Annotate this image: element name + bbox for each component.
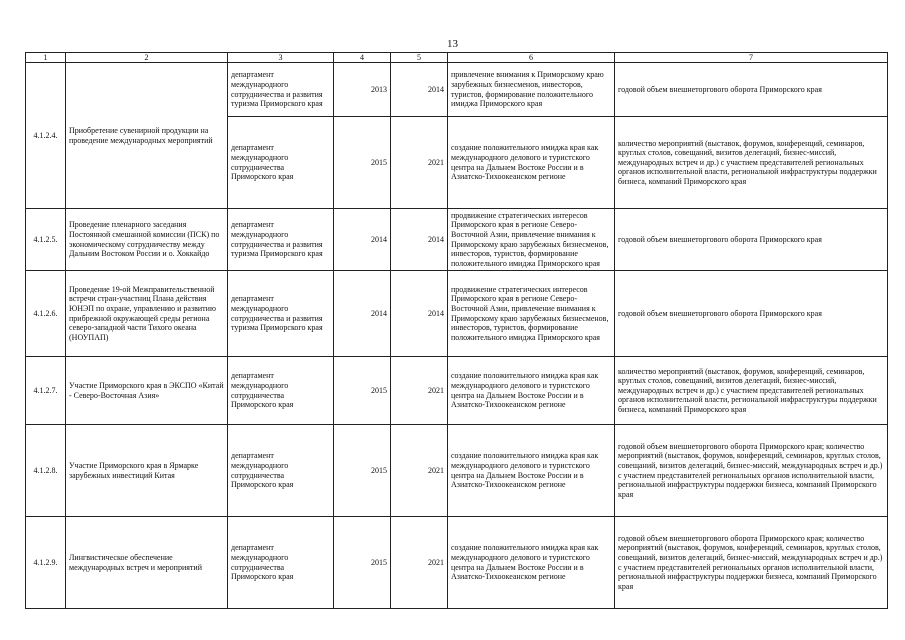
expected-result: привлечение внимания к Приморскому краю зарубежных бизнесменов, инвесторов, туристов, формирование положительного имиджа Приморского края — [448, 63, 615, 117]
page-number: 13 — [447, 38, 458, 50]
executor: департамент международного сотрудничества и развития туризма Приморского края — [228, 63, 334, 117]
indicator: годовой объем внешнеторгового оборота Приморского края — [615, 209, 888, 271]
activity-name: Проведение пленарного заседания Постоянной смешанной комиссии (ПСК) по экономическому сотрудничеству между Дальним Востоком России и о. Хоккайдо — [66, 209, 228, 271]
end-year: 2021 — [391, 357, 448, 425]
table-row — [26, 209, 888, 271]
column-number: 4 — [334, 53, 391, 63]
start-year: 2014 — [334, 271, 391, 357]
program-activities-table — [25, 52, 888, 609]
end-year: 2021 — [391, 117, 448, 209]
expected-result: продвижение стратегических интересов Приморского края в регионе Северо-Восточной Азии, привлечение внимания к Приморскому краю зарубежных бизнесменов, инвесторов, туристов, формирование положительного имиджа Приморского края — [448, 209, 615, 271]
end-year: 2014 — [391, 271, 448, 357]
expected-result: создание положительного имиджа края как международного делового и туристского центра на Дальнем Востоке России и в Азиатско-Тихоокеанском регионе — [448, 425, 615, 517]
end-year: 2014 — [391, 209, 448, 271]
activity-name: Участие Приморского края в ЭКСПО «Китай - Северо-Восточная Азия» — [66, 357, 228, 425]
column-number: 1 — [26, 53, 66, 63]
activity-code: 4.1.2.9. — [26, 517, 66, 609]
column-number: 5 — [391, 53, 448, 63]
executor: департамент международного сотрудничества и развития туризма Приморского края — [228, 271, 334, 357]
activity-name: Проведение 19-ой Межправительственной встречи стран-участниц Плана действия ЮНЭП по охране, управлению и развитию прибрежной окружающей среды региона северо-западной части Тихого океана (НОУПАП) — [66, 271, 228, 357]
start-year: 2015 — [334, 425, 391, 517]
executor: департамент международного сотрудничества Приморского края — [228, 117, 334, 209]
indicator: годовой объем внешнеторгового оборота Приморского края — [615, 63, 888, 117]
activity-name: Лингвистическое обеспечение международных встреч и мероприятий — [66, 517, 228, 609]
start-year: 2014 — [334, 209, 391, 271]
indicator: количество мероприятий (выставок, форумов, конференций, семинаров, круглых столов, совещаний, визитов делегаций, бизнес-миссий, международных встреч и др.) с участием представителей региональных органов исполнительной власти, региональной инфраструктуры поддержки бизнеса, компаний Приморского края — [615, 117, 888, 209]
activity-name: Приобретение сувенирной продукции на проведение международных мероприятий — [66, 63, 228, 209]
activity-code: 4.1.2.4. — [26, 63, 66, 209]
column-number: 7 — [615, 53, 888, 63]
table-row — [26, 517, 888, 609]
table-row — [26, 271, 888, 357]
expected-result: создание положительного имиджа края как международного делового и туристского центра на Дальнем Востоке России и в Азиатско-Тихоокеанском регионе — [448, 517, 615, 609]
executor: департамент международного сотрудничества Приморского края — [228, 357, 334, 425]
activity-code: 4.1.2.6. — [26, 271, 66, 357]
end-year: 2021 — [391, 425, 448, 517]
indicator: годовой объем внешнеторгового оборота Приморского края; количество мероприятий (выставок, форумов, конференций, семинаров, круглых столов, совещаний, визитов делегаций, бизнес-миссий, международных встреч и др.) с участием представителей региональных органов исполнительной власти, региональной инфраструктуры поддержки бизнеса, компаний Приморского края — [615, 425, 888, 517]
column-number: 2 — [66, 53, 228, 63]
expected-result: создание положительного имиджа края как международного делового и туристского центра на Дальнем Востоке России и в Азиатско-Тихоокеанском регионе — [448, 117, 615, 209]
table-row — [26, 357, 888, 425]
start-year: 2015 — [334, 117, 391, 209]
column-number: 6 — [448, 53, 615, 63]
activity-code: 4.1.2.7. — [26, 357, 66, 425]
executor: департамент международного сотрудничества и развития туризма Приморского края — [228, 209, 334, 271]
end-year: 2021 — [391, 517, 448, 609]
expected-result: создание положительного имиджа края как международного делового и туристского центра на Дальнем Востоке России и в Азиатско-Тихоокеанском регионе — [448, 357, 615, 425]
end-year: 2014 — [391, 63, 448, 117]
indicator: годовой объем внешнеторгового оборота Приморского края — [615, 271, 888, 357]
activity-code: 4.1.2.5. — [26, 209, 66, 271]
table-row — [26, 425, 888, 517]
activity-name: Участие Приморского края в Ярмарке зарубежных инвестиций Китая — [66, 425, 228, 517]
executor: департамент международного сотрудничества Приморского края — [228, 425, 334, 517]
expected-result: продвижение стратегических интересов Приморского края в регионе Северо-Восточной Азии, привлечение внимания к Приморскому краю зарубежных бизнесменов, инвесторов, туристов, формирование положительного имиджа Приморского края — [448, 271, 615, 357]
executor: департамент международного сотрудничества Приморского края — [228, 517, 334, 609]
column-number: 3 — [228, 53, 334, 63]
start-year: 2015 — [334, 357, 391, 425]
table-row — [26, 63, 888, 117]
start-year: 2013 — [334, 63, 391, 117]
column-number-row — [26, 53, 888, 63]
indicator: количество мероприятий (выставок, форумов, конференций, семинаров, круглых столов, совещаний, визитов делегаций, бизнес-миссий, международных встреч и др.) с участием представителей региональных органов исполнительной власти, региональной инфраструктуры поддержки бизнеса, компаний Приморского края — [615, 357, 888, 425]
indicator: годовой объем внешнеторгового оборота Приморского края; количество мероприятий (выставок, форумов, конференций, семинаров, круглых столов, совещаний, визитов делегаций, бизнес-миссий, международных встреч и др.) с участием представителей региональных органов исполнительной власти, региональной инфраструктуры поддержки бизнеса, компаний Приморского края — [615, 517, 888, 609]
start-year: 2015 — [334, 517, 391, 609]
activity-code: 4.1.2.8. — [26, 425, 66, 517]
